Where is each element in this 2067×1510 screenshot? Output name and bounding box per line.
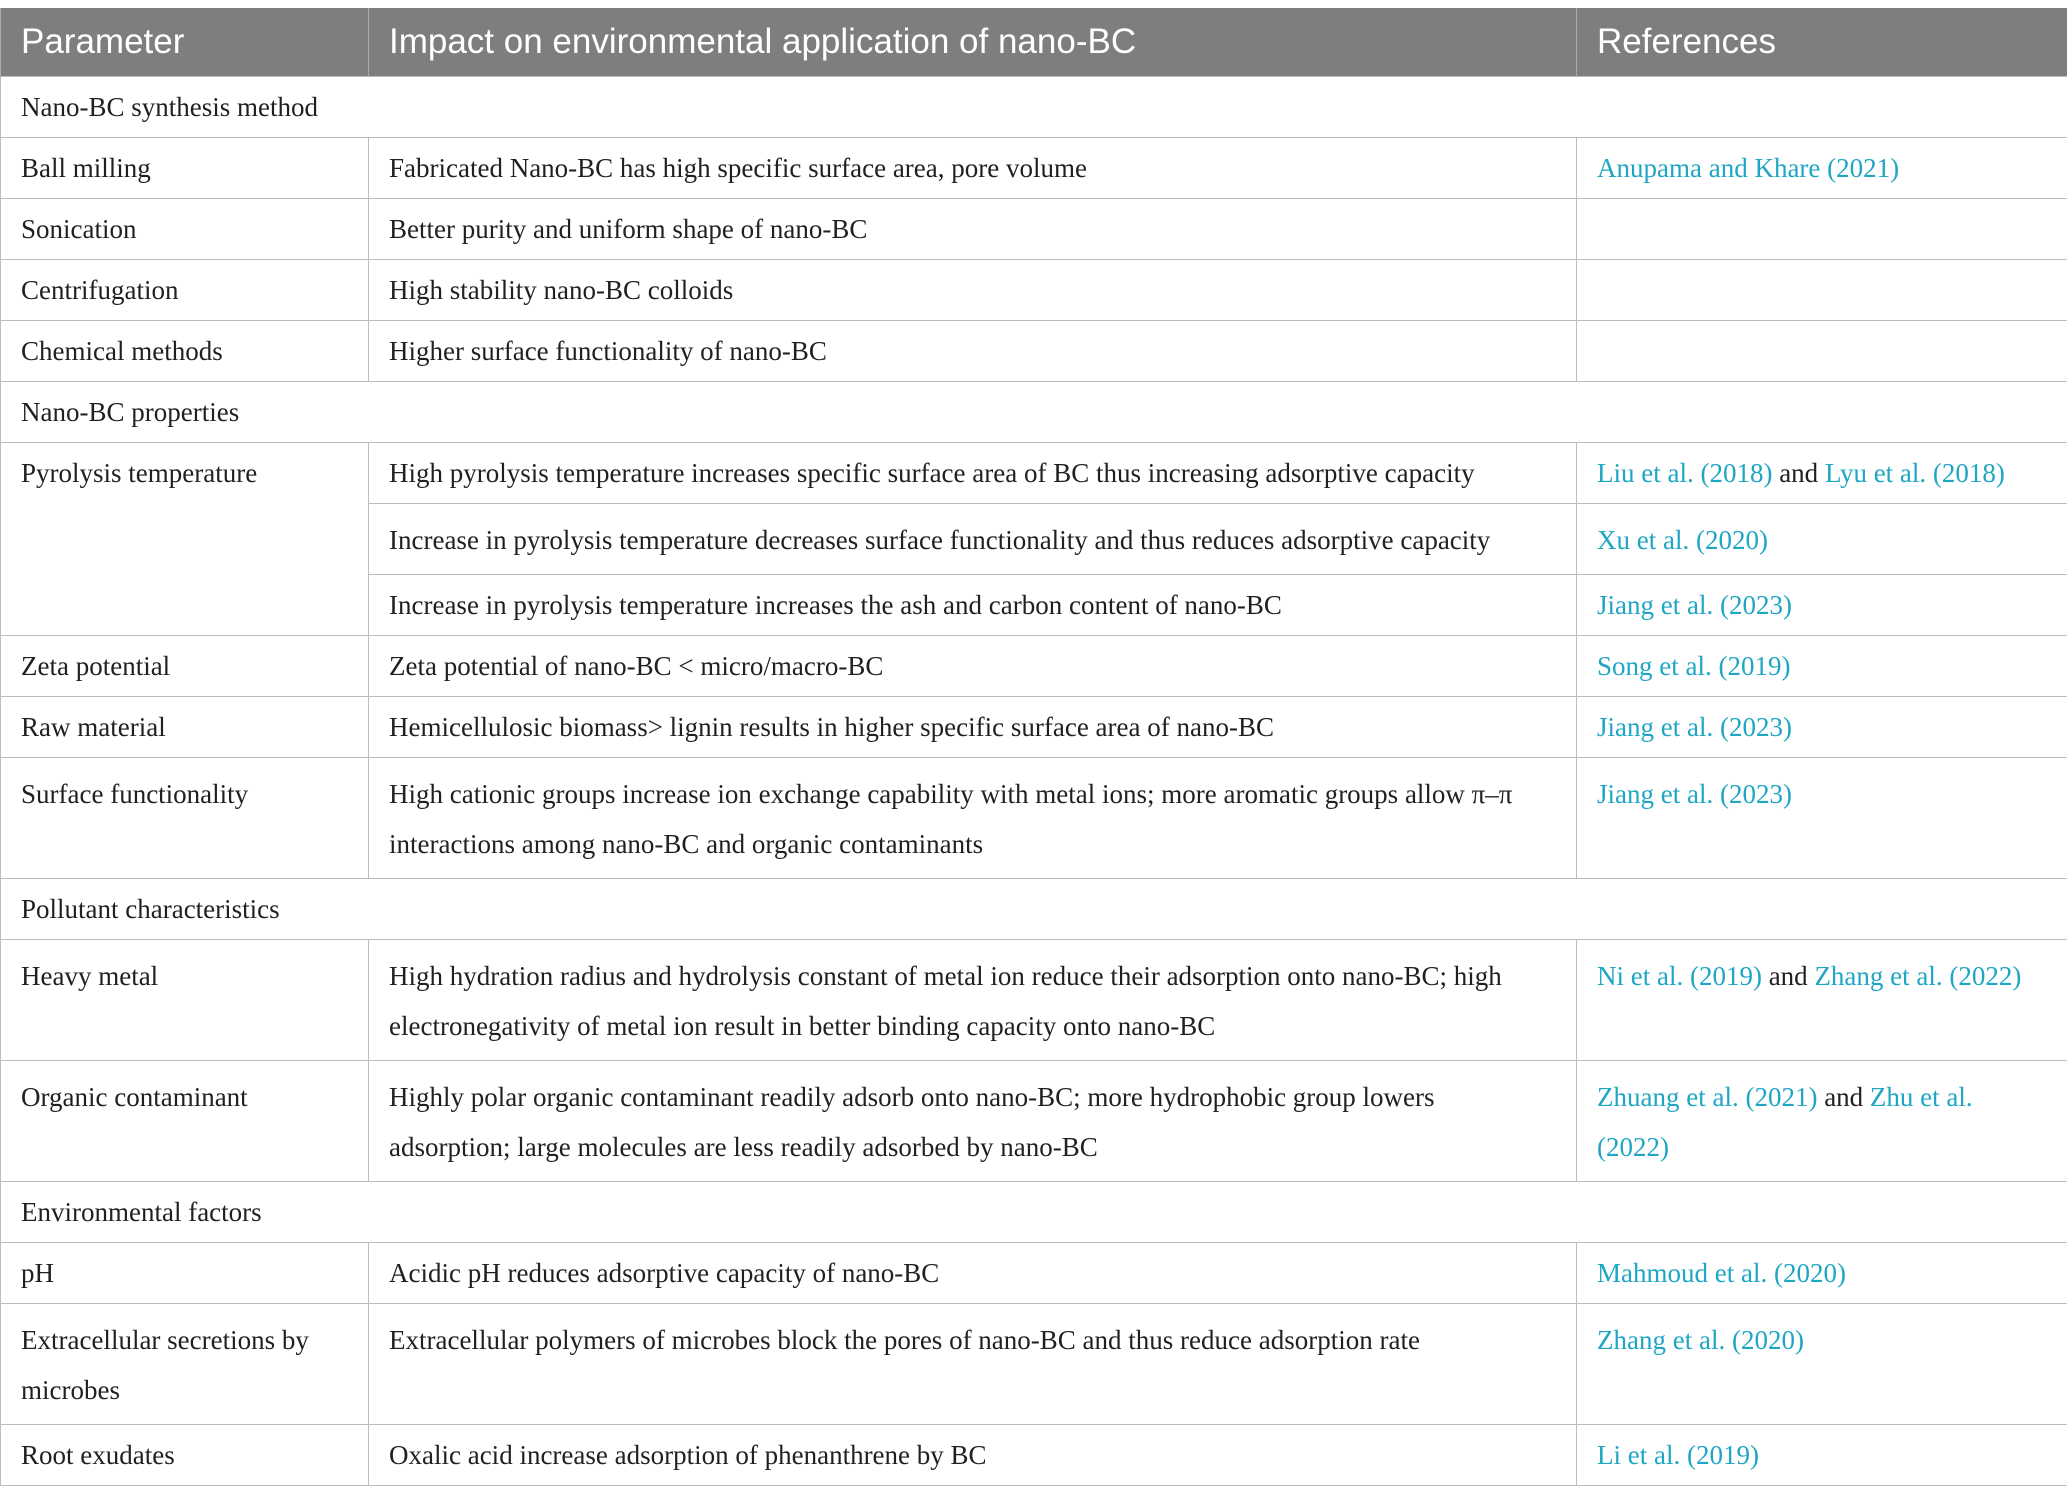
impact-cell: Fabricated Nano-BC has high specific surface area, pore volume	[369, 138, 1577, 199]
table-row	[1, 758, 2067, 879]
impact-cell: Hemicellulosic biomass> lignin results in higher specific surface area of nano-BC	[369, 697, 1577, 758]
reference-cell	[1577, 1061, 2067, 1182]
reference-link[interactable]: Mahmoud et al. (2020)	[1597, 1258, 1846, 1288]
reference-cell	[1577, 504, 2067, 575]
section-title: Nano-BC properties	[1, 382, 2067, 443]
section-title: Nano-BC synthesis method	[1, 77, 2067, 138]
reference-cell	[1577, 138, 2067, 199]
impact-cell: Increase in pyrolysis temperature increases the ash and carbon content of nano-BC	[369, 575, 1577, 636]
parameter-cell: Zeta potential	[1, 636, 369, 697]
section-row	[1, 1182, 2067, 1243]
reference-link[interactable]: Lyu et al. (2018)	[1824, 458, 2005, 488]
impact-cell: Highly polar organic contaminant readily adsorb onto nano-BC; more hydrophobic group lowers adsorption; large molecules are less readily adsorbed by nano-BC	[369, 1061, 1577, 1182]
reference-cell	[1577, 758, 2067, 879]
reference-cell	[1577, 575, 2067, 636]
table-row	[1, 636, 2067, 697]
parameter-cell: Chemical methods	[1, 321, 369, 382]
reference-cell	[1577, 1425, 2067, 1486]
table-header-row	[1, 8, 2067, 77]
reference-link[interactable]: Jiang et al. (2023)	[1597, 590, 1792, 620]
header-parameter: Parameter	[1, 8, 369, 77]
reference-link[interactable]: Jiang et al. (2023)	[1597, 712, 1792, 742]
reference-cell	[1577, 321, 2067, 382]
table-row	[1, 199, 2067, 260]
reference-cell	[1577, 697, 2067, 758]
parameter-cell: Ball milling	[1, 138, 369, 199]
parameter-cell: Pyrolysis temperature	[1, 443, 369, 636]
reference-conjunction: and	[1772, 458, 1825, 488]
nano-bc-parameter-table	[0, 8, 2067, 1486]
section-row	[1, 77, 2067, 138]
reference-conjunction: and	[1761, 961, 1815, 991]
impact-cell: Increase in pyrolysis temperature decreases surface functionality and thus reduces adsorptive capacity	[369, 504, 1577, 575]
table-row	[1, 443, 2067, 504]
table-row	[1, 697, 2067, 758]
parameter-cell: Sonication	[1, 199, 369, 260]
table-row	[1, 321, 2067, 382]
impact-cell: Zeta potential of nano-BC < micro/macro-BC	[369, 636, 1577, 697]
reference-link[interactable]: Zhu et al. (2022)	[1597, 1082, 1973, 1162]
parameter-cell: pH	[1, 1243, 369, 1304]
reference-link[interactable]: Jiang et al. (2023)	[1597, 779, 1792, 809]
impact-cell: High stability nano-BC colloids	[369, 260, 1577, 321]
reference-link[interactable]: Song et al. (2019)	[1597, 651, 1791, 681]
parameter-cell: Extracellular secretions by microbes	[1, 1304, 369, 1425]
table-row	[1, 1425, 2067, 1486]
reference-link[interactable]: Li et al. (2019)	[1597, 1440, 1759, 1470]
impact-cell: High cationic groups increase ion exchange capability with metal ions; more aromatic groups allow π–π interactions among nano-BC and organic contaminants	[369, 758, 1577, 879]
impact-cell: Better purity and uniform shape of nano-BC	[369, 199, 1577, 260]
reference-cell	[1577, 1243, 2067, 1304]
reference-link[interactable]: Anupama and Khare (2021)	[1597, 153, 1900, 183]
parameter-cell: Root exudates	[1, 1425, 369, 1486]
parameter-cell: Heavy metal	[1, 940, 369, 1061]
table-row	[1, 1304, 2067, 1425]
impact-cell: High pyrolysis temperature increases specific surface area of BC thus increasing adsorptive capacity	[369, 443, 1577, 504]
reference-link[interactable]: Zhang et al. (2020)	[1597, 1325, 1804, 1355]
table-row	[1, 1243, 2067, 1304]
impact-cell: Oxalic acid increase adsorption of phenanthrene by BC	[369, 1425, 1577, 1486]
parameter-cell: Centrifugation	[1, 260, 369, 321]
section-row	[1, 382, 2067, 443]
reference-link[interactable]: Xu et al. (2020)	[1597, 525, 1768, 555]
reference-cell	[1577, 199, 2067, 260]
table-row	[1, 940, 2067, 1061]
reference-cell	[1577, 260, 2067, 321]
reference-conjunction: and	[1817, 1082, 1870, 1112]
reference-cell	[1577, 443, 2067, 504]
impact-cell: Higher surface functionality of nano-BC	[369, 321, 1577, 382]
impact-cell: Extracellular polymers of microbes block the pores of nano-BC and thus reduce adsorption rate	[369, 1304, 1577, 1425]
reference-link[interactable]: Ni et al. (2019)	[1597, 961, 1762, 991]
table-row	[1, 138, 2067, 199]
reference-cell	[1577, 1304, 2067, 1425]
impact-cell: High hydration radius and hydrolysis constant of metal ion reduce their adsorption onto nano-BC; high electronegativity of metal ion result in better binding capacity onto nano-BC	[369, 940, 1577, 1061]
parameter-cell: Organic contaminant	[1, 1061, 369, 1182]
header-impact: Impact on environmental application of nano-BC	[369, 8, 1577, 77]
reference-link[interactable]: Liu et al. (2018)	[1597, 458, 1773, 488]
parameter-cell: Surface functionality	[1, 758, 369, 879]
table-row	[1, 1061, 2067, 1182]
reference-link[interactable]: Zhang et al. (2022)	[1814, 961, 2022, 991]
reference-link[interactable]: Zhuang et al. (2021)	[1597, 1082, 1818, 1112]
reference-cell	[1577, 636, 2067, 697]
impact-cell: Acidic pH reduces adsorptive capacity of nano-BC	[369, 1243, 1577, 1304]
table-row	[1, 260, 2067, 321]
section-title: Pollutant characteristics	[1, 879, 2067, 940]
parameter-cell: Raw material	[1, 697, 369, 758]
section-row	[1, 879, 2067, 940]
header-references: References	[1577, 8, 2067, 77]
reference-cell	[1577, 940, 2067, 1061]
section-title: Environmental factors	[1, 1182, 2067, 1243]
